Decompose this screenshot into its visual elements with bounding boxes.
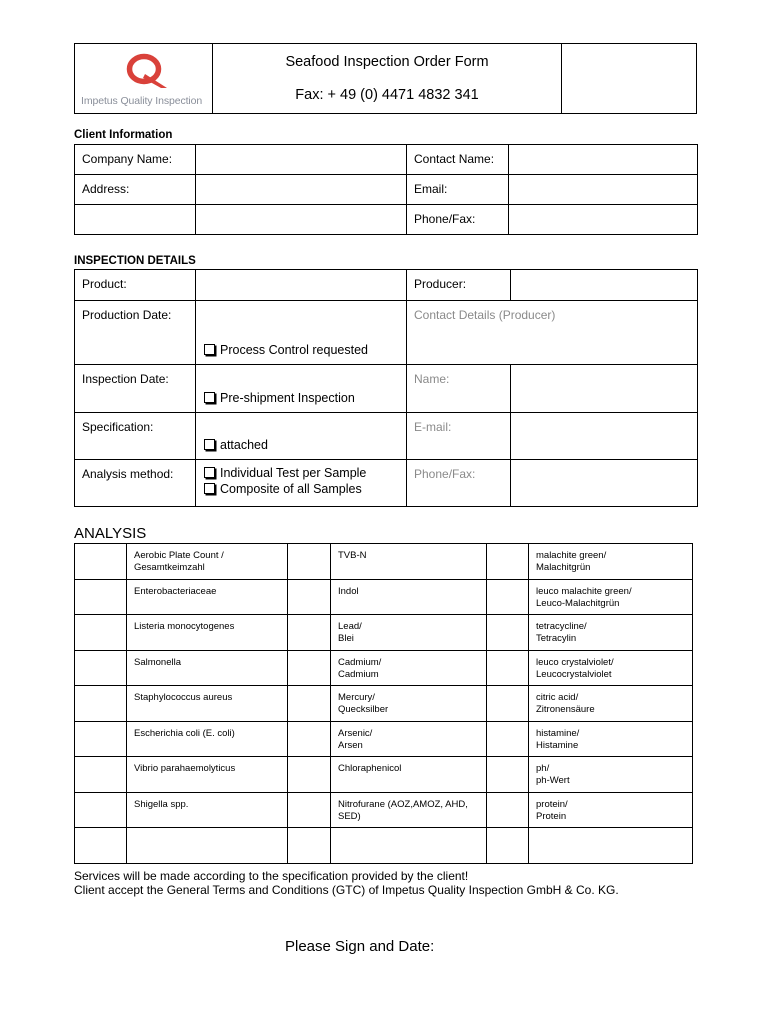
analysis-row xyxy=(75,686,693,722)
producer-email-label: E-mail: xyxy=(407,413,511,460)
individual-test-checkbox[interactable] xyxy=(204,466,366,480)
phone-fax-label: Phone/Fax: xyxy=(407,205,509,235)
address-field[interactable] xyxy=(196,175,407,205)
product-field[interactable] xyxy=(196,270,407,301)
attached-checkbox[interactable] xyxy=(204,438,268,452)
inspection-details-label: INSPECTION DETAILS xyxy=(74,255,196,267)
title-cell xyxy=(213,44,562,114)
analysis-method-label: Analysis method: xyxy=(75,460,196,507)
analysis-checkbox-cell[interactable] xyxy=(75,650,127,686)
analysis-checkbox-cell[interactable] xyxy=(75,686,127,722)
analysis-row xyxy=(75,650,693,686)
analysis-item xyxy=(127,828,288,864)
phone-fax-field[interactable] xyxy=(509,205,698,235)
analysis-checkbox-cell[interactable] xyxy=(288,650,331,686)
header-blank-cell[interactable] xyxy=(562,44,697,114)
analysis-checkbox-cell[interactable] xyxy=(288,615,331,651)
analysis-checkbox-cell[interactable] xyxy=(288,544,331,580)
analysis-checkbox-cell[interactable] xyxy=(487,686,529,722)
analysis-method-field xyxy=(196,460,407,507)
analysis-item: Staphylococcus aureus xyxy=(127,686,288,722)
analysis-row xyxy=(75,757,693,793)
contact-details-label: Contact Details (Producer) xyxy=(407,301,698,365)
analysis-item: leuco crystalviolet/ Leucocrystalviolet xyxy=(529,650,693,686)
composite-label: Composite of all Samples xyxy=(220,482,362,496)
client-info-table xyxy=(74,144,698,235)
analysis-row xyxy=(75,615,693,651)
contact-name-field[interactable] xyxy=(509,145,698,175)
sign-and-date-label: Please Sign and Date: xyxy=(285,938,435,955)
individual-test-label: Individual Test per Sample xyxy=(220,466,367,480)
analysis-checkbox-cell[interactable] xyxy=(487,579,529,615)
fax-number: Fax: + 49 (0) 4471 4832 341 xyxy=(295,86,479,103)
analysis-row xyxy=(75,579,693,615)
analysis-item: Vibrio parahaemolyticus xyxy=(127,757,288,793)
analysis-item: Chloraphenicol xyxy=(331,757,487,793)
specification-field[interactable] xyxy=(196,413,407,460)
form-header xyxy=(74,43,697,114)
analysis-row xyxy=(75,721,693,757)
analysis-checkbox-cell[interactable] xyxy=(75,544,127,580)
process-control-label: Process Control requested xyxy=(220,343,368,357)
analysis-checkbox-cell[interactable] xyxy=(288,792,331,828)
analysis-item: Escherichia coli (E. coli) xyxy=(127,721,288,757)
analysis-table xyxy=(74,543,693,864)
analysis-checkbox-cell[interactable] xyxy=(487,721,529,757)
analysis-item: malachite green/ Malachitgrün xyxy=(529,544,693,580)
analysis-checkbox-cell[interactable] xyxy=(288,579,331,615)
producer-email-field[interactable] xyxy=(511,413,698,460)
inspection-date-label: Inspection Date: xyxy=(75,365,196,413)
email-field[interactable] xyxy=(509,175,698,205)
services-note: Services will be made according to the specification provided by the client! xyxy=(74,869,469,883)
name-label: Name: xyxy=(407,365,511,413)
analysis-item: Salmonella xyxy=(127,650,288,686)
contact-name-label: Contact Name: xyxy=(407,145,509,175)
analysis-checkbox-cell[interactable] xyxy=(487,650,529,686)
address-field-3[interactable] xyxy=(196,205,407,235)
address-field-2[interactable] xyxy=(75,205,196,235)
analysis-item: Listeria monocytogenes xyxy=(127,615,288,651)
analysis-item: Lead/ Blei xyxy=(331,615,487,651)
form-title: Seafood Inspection Order Form xyxy=(285,53,489,70)
analysis-item: Cadmium/ Cadmium xyxy=(331,650,487,686)
analysis-item: leuco malachite green/ Leuco-Malachitgrün xyxy=(529,579,693,615)
analysis-checkbox-cell[interactable] xyxy=(487,615,529,651)
analysis-item: Enterobacteriaceae xyxy=(127,579,288,615)
checkbox-icon xyxy=(204,467,215,478)
logo xyxy=(75,44,213,114)
analysis-checkbox-cell[interactable] xyxy=(288,686,331,722)
checkbox-icon xyxy=(204,483,215,494)
analysis-row xyxy=(75,792,693,828)
analysis-checkbox-cell[interactable] xyxy=(487,792,529,828)
analysis-checkbox-cell[interactable] xyxy=(75,792,127,828)
attached-label: attached xyxy=(220,438,268,452)
client-info-label: Client Information xyxy=(74,129,173,141)
analysis-checkbox-cell[interactable] xyxy=(75,828,127,864)
analysis-item xyxy=(331,828,487,864)
analysis-item: TVB-N xyxy=(331,544,487,580)
gtc-note: Client accept the General Terms and Conditions (GTC) of Impetus Quality Inspection GmbH & Co. KG. xyxy=(74,883,619,897)
preshipment-label: Pre-shipment Inspection xyxy=(220,391,355,405)
analysis-title: ANALYSIS xyxy=(74,525,147,542)
logo-q-icon xyxy=(123,50,173,92)
analysis-checkbox-cell[interactable] xyxy=(487,828,529,864)
company-name-field[interactable] xyxy=(196,145,407,175)
inspection-details-table xyxy=(74,269,698,507)
analysis-checkbox-cell[interactable] xyxy=(288,828,331,864)
address-label: Address: xyxy=(75,175,196,205)
name-field[interactable] xyxy=(511,365,698,413)
producer-label: Producer: xyxy=(407,270,511,301)
analysis-checkbox-cell[interactable] xyxy=(75,721,127,757)
analysis-item xyxy=(529,828,693,864)
composite-checkbox[interactable] xyxy=(204,482,362,496)
specification-label: Specification: xyxy=(75,413,196,460)
analysis-item: histamine/ Histamine xyxy=(529,721,693,757)
analysis-checkbox-cell[interactable] xyxy=(487,544,529,580)
analysis-item: citric acid/ Zitronensäure xyxy=(529,686,693,722)
analysis-item: Nitrofurane (AOZ,AMOZ, AHD, SED) xyxy=(331,792,487,828)
analysis-item: Mercury/ Quecksilber xyxy=(331,686,487,722)
company-name-label: Company Name: xyxy=(75,145,196,175)
analysis-checkbox-cell[interactable] xyxy=(487,757,529,793)
analysis-checkbox-cell[interactable] xyxy=(75,579,127,615)
checkbox-icon xyxy=(204,344,215,355)
product-label: Product: xyxy=(75,270,196,301)
producer-phone-fax-label: Phone/Fax: xyxy=(407,460,511,507)
production-date-label: Production Date: xyxy=(75,301,196,365)
analysis-item: tetracycline/ Tetracylin xyxy=(529,615,693,651)
analysis-checkbox-cell[interactable] xyxy=(75,757,127,793)
analysis-item: Shigella spp. xyxy=(127,792,288,828)
analysis-item: Indol xyxy=(331,579,487,615)
analysis-item: protein/ Protein xyxy=(529,792,693,828)
analysis-item: ph/ ph-Wert xyxy=(529,757,693,793)
analysis-checkbox-cell[interactable] xyxy=(288,757,331,793)
logo-text: Impetus Quality Inspection xyxy=(81,95,203,107)
analysis-checkbox-cell[interactable] xyxy=(75,615,127,651)
preshipment-checkbox[interactable] xyxy=(204,391,355,405)
analysis-checkbox-cell[interactable] xyxy=(288,721,331,757)
producer-field[interactable] xyxy=(511,270,698,301)
checkbox-icon xyxy=(204,439,215,450)
inspection-date-field[interactable] xyxy=(196,365,407,413)
analysis-item: Arsenic/ Arsen xyxy=(331,721,487,757)
analysis-row xyxy=(75,544,693,580)
checkbox-icon xyxy=(204,392,215,403)
production-date-field[interactable] xyxy=(196,301,407,365)
analysis-row xyxy=(75,828,693,864)
process-control-checkbox[interactable] xyxy=(204,343,368,357)
analysis-item: Aerobic Plate Count / Gesamtkeimzahl xyxy=(127,544,288,580)
producer-phone-fax-field[interactable] xyxy=(511,460,698,507)
email-label: Email: xyxy=(407,175,509,205)
